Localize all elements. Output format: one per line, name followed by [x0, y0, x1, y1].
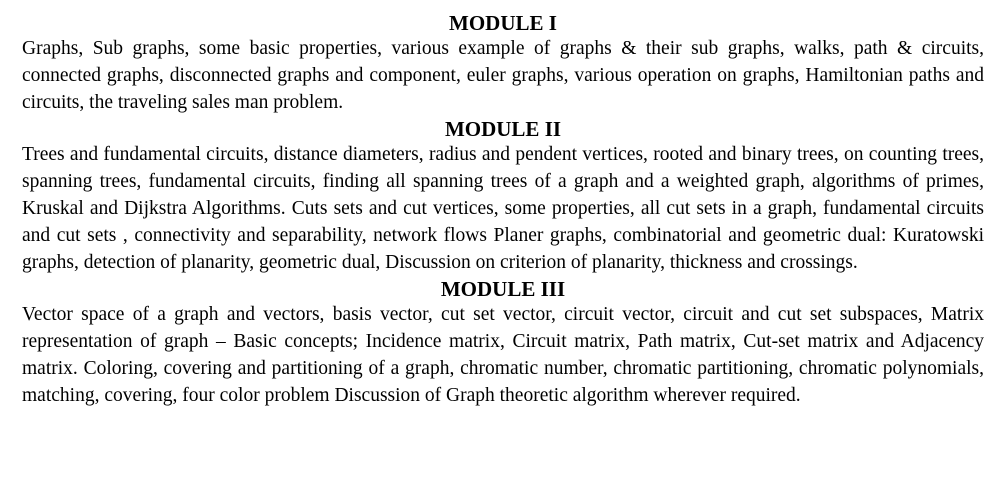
module-description: Trees and fundamental circuits, distance diameters, radius and pendent vertices, rooted and binary trees, on counting trees, spanning trees, fundamental circuits, finding all spanning trees of a graph and a weighted graph, algorithms of primes, Kruskal and Dijkstra Algorithms. Cuts sets and cut vertices, some properties, all cut sets in a graph, fundamental circuits and cut sets , connectivity and separability, network flows Planer graphs, combinatorial and geometric dual: Kuratowski graphs, detection of planarity, geometric dual, Discussion on criterion of planarity, thickness and crossings.	[22, 144, 984, 273]
module-title: MODULE I	[449, 11, 557, 35]
module-title: MODULE II	[444, 117, 562, 142]
module-section-1	[22, 10, 984, 116]
module-description: Vector space of a graph and vectors, basis vector, cut set vector, circuit vector, circuit and cut set subspaces, Matrix representation of graph – Basic concepts; Incidence matrix, Circuit matrix, Path matrix, Cut-set matrix and Adjacency matrix. Coloring, covering and partitioning of a graph, chromatic number, chromatic partitioning, chromatic polynomials, matching, covering, four color problem Discussion of Graph theoretic algorithm wherever required.	[22, 304, 984, 406]
module-section-2	[22, 116, 984, 276]
module-description: Graphs, Sub graphs, some basic properties, various example of graphs & their sub graphs, walks, path & circuits, connected graphs, disconnected graphs and component, euler graphs, various operation on graphs, Hamiltonian paths and circuits, the traveling sales man problem.	[22, 38, 984, 113]
module-section-3	[22, 276, 984, 409]
module-title: MODULE III	[440, 277, 566, 302]
